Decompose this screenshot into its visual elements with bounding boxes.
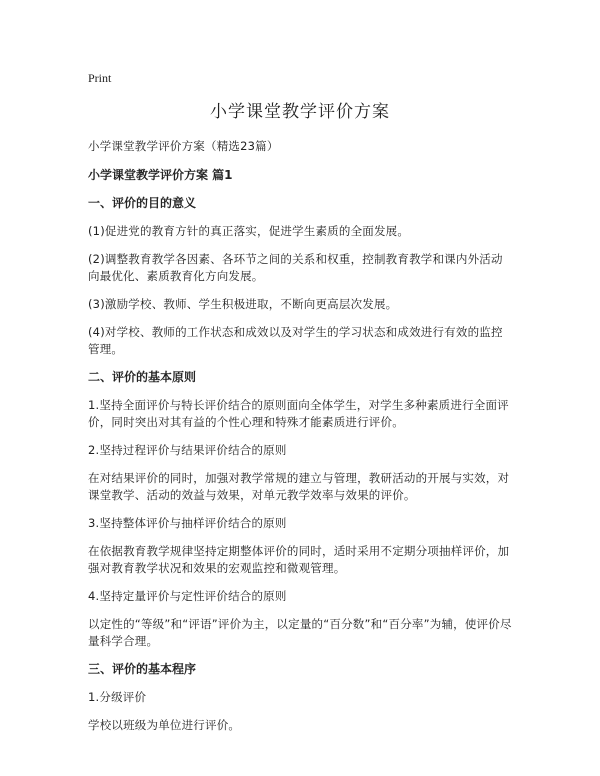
paragraph: 学校以班级为单位进行评价。 bbox=[88, 718, 241, 732]
paragraph: 4.坚持定量评价与定性评价结合的原则 bbox=[88, 589, 287, 603]
document-title: 小学课堂教学评价方案 bbox=[210, 102, 390, 122]
document-subtitle: 小学课堂教学评价方案（精选23篇） bbox=[88, 139, 279, 153]
section-heading-purpose: 一、评价的目的意义 bbox=[88, 196, 197, 210]
paragraph: (1)促进党的教育方针的真正落实，促进学生素质的全面发展。 bbox=[88, 224, 410, 238]
paragraph: 2.坚持过程评价与结果评价结合的原则 bbox=[88, 443, 287, 457]
paragraph: 以定性的“等级”和“评语”评价为主，以定量的“百分数”和“百分率”为辅，使评价尽量科学合理。 bbox=[88, 617, 512, 648]
paragraph: 在依据教育教学规律坚持定期整体评价的同时，适时采用不定期分项抽样评价，加强对教育教学状况和效果的宏观监控和微观管理。 bbox=[88, 544, 510, 575]
section-heading-procedure: 三、评价的基本程序 bbox=[88, 662, 197, 676]
section-heading-principles: 二、评价的基本原则 bbox=[88, 370, 197, 384]
paragraph: 3.坚持整体评价与抽样评价结合的原则 bbox=[88, 516, 287, 530]
paragraph: 1.分级评价 bbox=[88, 690, 147, 704]
print-link[interactable]: Print bbox=[88, 71, 112, 85]
paragraph: 在对结果评价的同时，加强对教学常规的建立与管理，教研活动的开展与实效，对课堂教学、活动的效益与效果，对单元教学效率与效果的评价。 bbox=[88, 471, 510, 502]
paragraph: 1.坚持全面评价与特长评价结合的原则面向全体学生，对学生多种素质进行全面评价，同时突出对其有益的个性心理和特殊才能素质进行评价。 bbox=[88, 398, 509, 429]
paragraph: (4)对学校、教师的工作状态和成效以及对学生的学习状态和成效进行有效的监控管理。 bbox=[88, 325, 503, 356]
article-heading: 小学课堂教学评价方案 篇1 bbox=[88, 168, 233, 182]
paragraph: (3)激励学校、教师、学生积极进取，不断向更高层次发展。 bbox=[88, 297, 398, 311]
paragraph: (2)调整教育教学各因素、各环节之间的关系和权重，控制教育教学和课内外活动向最优化、素质教育化方向发展。 bbox=[88, 252, 503, 283]
